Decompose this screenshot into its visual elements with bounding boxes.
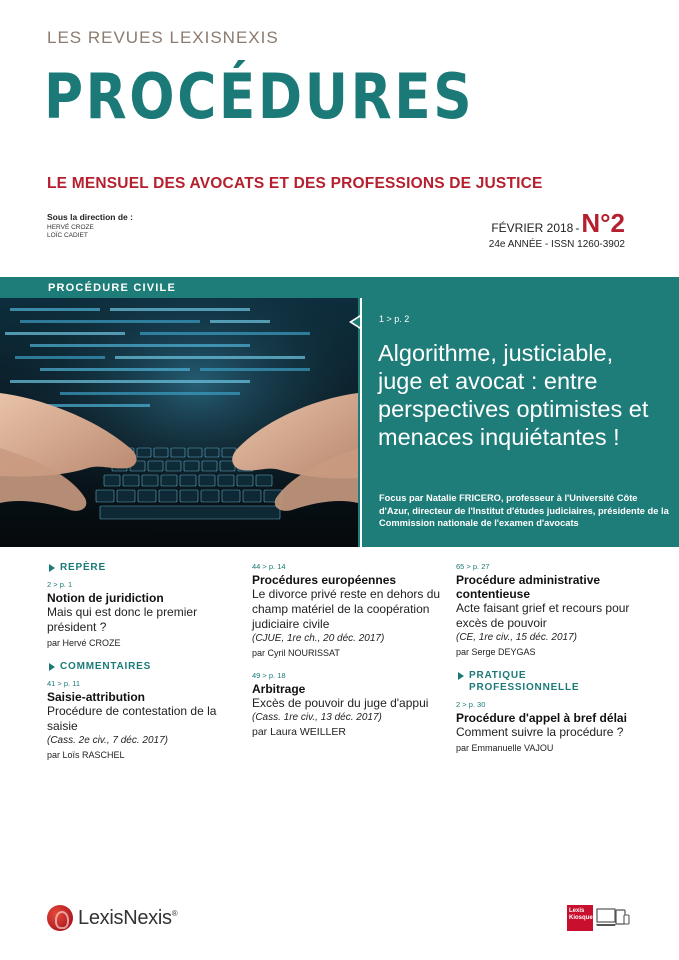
issue-date: FÉVRIER 2018: [491, 221, 574, 235]
article-description: Mais qui est donc le premier président ?: [47, 605, 198, 634]
article-citation: (Cass. 2e civ., 7 déc. 2017): [47, 735, 168, 746]
logo-text: LexisNexis: [78, 906, 172, 929]
article-title: Procédures européennes: [252, 573, 397, 587]
article-page-ref: 49 > p. 18: [252, 671, 286, 680]
article-author: par Cyril NOURISSAT: [252, 648, 340, 658]
section-heading-label: PRATIQUE PROFESSIONNELLE: [469, 670, 580, 693]
director-name: HERVÉ CROZE: [47, 224, 94, 231]
section-heading: [456, 670, 646, 694]
article-author: par Loïs RASCHEL: [47, 750, 125, 760]
feature-headline: Algorithme, justiciable, juge et avocat : entre perspectives optimistes et menaces inquiétantes !: [378, 340, 649, 450]
lexisnexis-logo: [47, 905, 178, 931]
article-citation: (CE, 1re civ., 15 déc. 2017): [456, 632, 577, 643]
feature-focus-author: Focus par Natalie FRICERO, professeur à l'Université Côte d'Azur, directeur de l'Institut d'études judiciaires, présidente de la Commission nationale de l'examen d'avocats: [379, 493, 669, 528]
issue-number: N°2: [581, 208, 625, 238]
issue-separator: -: [575, 221, 580, 235]
director-name: LOÏC CADIET: [47, 232, 88, 239]
feature-section-label: PROCÉDURE CIVILE: [0, 277, 358, 298]
section-heading: [47, 661, 237, 673]
triangle-right-icon: [458, 672, 464, 680]
article-title: Procédure d'appel à bref délai: [456, 711, 627, 725]
banner-divider: [360, 298, 362, 547]
article-description: Procédure de contestation de la saisie: [47, 704, 217, 733]
article-page-ref: 2 > p. 1: [47, 580, 73, 589]
publisher-badge: Lexis Kiosque: [567, 905, 593, 931]
triangle-right-icon: [49, 564, 55, 572]
article-description: Comment suivre la procédure ?: [456, 725, 624, 739]
article-description: Le divorce privé reste en dehors du champ matériel de la coopération judiciaire civile: [252, 587, 441, 631]
keyboard-hands-photo: [0, 298, 358, 547]
article-page-ref: 65 > p. 27: [456, 562, 490, 571]
article-description: Acte faisant grief et recours pour excès de pouvoir: [456, 601, 630, 630]
article-author: par Emmanuelle VAJOU: [456, 743, 554, 753]
article-page-ref: 41 > p. 11: [47, 679, 81, 688]
callout-pointer-inner: [352, 317, 360, 327]
editorial-direction: [47, 212, 133, 240]
section-heading-label: COMMENTAIRES: [60, 661, 152, 672]
summary-column-1: [47, 562, 237, 761]
issue-year-issn: 24e ANNÉE - ISSN 1260-3902: [488, 239, 625, 250]
article-page-ref: 44 > p. 14: [252, 562, 286, 571]
summary-column-2: [252, 562, 442, 738]
triangle-right-icon: [49, 663, 55, 671]
article-title: Arbitrage: [252, 682, 306, 696]
section-heading: [47, 562, 237, 574]
lexisnexis-logo-icon: [47, 905, 73, 931]
journal-title: PROCÉDURES: [44, 60, 475, 133]
summary-column-3: [456, 562, 646, 754]
article-title: Notion de juridiction: [47, 591, 164, 605]
laptop-tablet-phone-icon: [596, 907, 630, 931]
article-author: par Laura WEILLER: [252, 726, 346, 738]
journal-subtitle: LE MENSUEL DES AVOCATS ET DES PROFESSIONS DE JUSTICE: [47, 175, 543, 192]
article-title: Procédure administrative contentieuse: [456, 573, 601, 601]
article-citation: (Cass. 1re civ., 13 déc. 2017): [252, 712, 382, 723]
trademark-symbol: ®: [171, 909, 178, 918]
article-description: Excès de pouvoir du juge d'appui: [252, 696, 429, 710]
article-author: par Hervé CROZE: [47, 638, 121, 648]
article-page-ref: 2 > p. 30: [456, 700, 486, 709]
article-author: par Serge DEYGAS: [456, 647, 536, 657]
article-citation: (CJUE, 1re ch., 20 déc. 2017): [252, 633, 385, 644]
direction-label: Sous la direction de :: [47, 212, 133, 222]
feature-page-ref: 1 > p. 2: [379, 314, 410, 324]
article-title: Saisie-attribution: [47, 690, 146, 704]
section-heading-label: REPÈRE: [60, 562, 106, 573]
series-name: LES REVUES LEXISNEXIS: [47, 28, 279, 47]
issue-info: [489, 210, 625, 250]
